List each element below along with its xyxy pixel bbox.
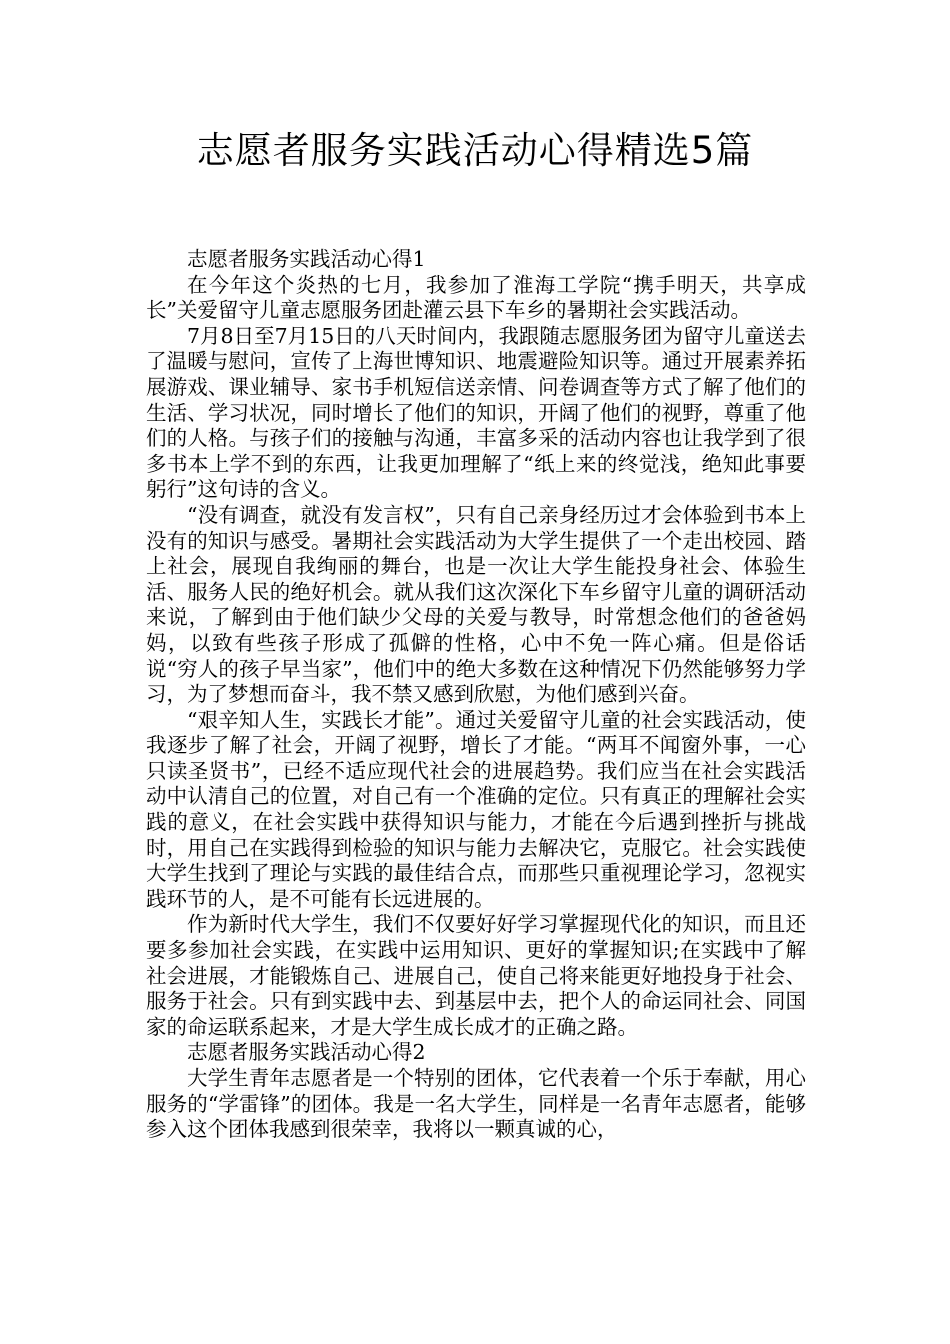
section-heading-2: 志愿者服务实践活动心得2 — [187, 1040, 426, 1065]
document-title: 志愿者服务实践活动心得精选5篇 — [196, 129, 754, 172]
paragraph-3: “没有调查，就没有发言权”，只有自己亲身经历过才会体验到书本上没有的知识与感受。暑期社会实践活动为大学生提供了一个走出校园、踏上社会，展现自我绚丽的舞台，也是一次让大学生能投身社会、体验生活、服务人民的绝好机会。就从我们这次深化下车乡留守儿童的调研活动来说，了解到由于他们缺少父母的关爱与教导，时常想念他们的爸爸妈妈，以致有些孩子形成了孤僻的性格，心中不免一阵心痛。但是俗话说“穷人的孩子早当家”，他们中的绝大多数在这种情况下仍然能够努力学习，为了梦想而奋斗，我不禁又感到欣慰，为他们感到兴奋。 — [146, 502, 806, 707]
paragraph-5: 作为新时代大学生，我们不仅要好好学习掌握现代化的知识，而且还要多参加社会实践，在实践中运用知识、更好的掌握知识;在实践中了解社会进展，才能锻炼自己、进展自己，使自己将来能更好地投身于社会、服务于社会。只有到实践中去、到基层中去，把个人的命运同社会、同国家的命运联系起来，才是大学生成长成才的正确之路。 — [146, 912, 806, 1039]
section-heading-1: 志愿者服务实践活动心得1 — [187, 247, 426, 271]
paragraph-6: 大学生青年志愿者是一个特别的团体，它代表着一个乐于奉献，用心服务的“学雷锋”的团体。我是一名大学生，同样是一名青年志愿者，能够参入这个团体我感到很荣幸，我将以一颗真诚的心， — [146, 1066, 806, 1142]
paragraph-1: 在今年这个炎热的七月，我参加了淮海工学院“携手明天，共享成长”关爱留守儿童志愿服务团赴灌云县下车乡的暑期社会实践活动。 — [146, 272, 806, 323]
paragraph-4: “艰辛知人生，实践长才能”。通过关爱留守儿童的社会实践活动，使我逐步了解了社会，开阔了视野，增长了才能。“两耳不闻窗外事，一心只读圣贤书”，已经不适应现代社会的进展趋势。我们应当在社会实践活动中认清自己的位置，对自己有一个准确的定位。只有真正的理解社会实践的意义，在社会实践中获得知识与能力，才能在今后遇到挫折与挑战时，用自己在实践得到检验的知识与能力去解决它，克服它。社会实践使大学生找到了理论与实践的最佳结合点，而那些只重视理论学习，忽视实践环节的人，是不可能有长远进展的。 — [146, 707, 806, 911]
document-body — [146, 247, 806, 1143]
paragraph-2: 7月8日至7月15日的八天时间内，我跟随志愿服务团为留守儿童送去了温暖与慰问，宣传了上海世博知识、地震避险知识等。通过开展素养拓展游戏、课业辅导、家书手机短信送亲情、问卷调查等方式了解了他们的生活、学习状况，同时增长了他们的知识，开阔了他们的视野，尊重了他们的人格。与孩子们的接触与沟通，丰富多采的活动内容也让我学到了很多书本上学不到的东西，让我更加理解了“纸上来的终觉浅，绝知此事要躬行”这句诗的含义。 — [146, 323, 806, 502]
